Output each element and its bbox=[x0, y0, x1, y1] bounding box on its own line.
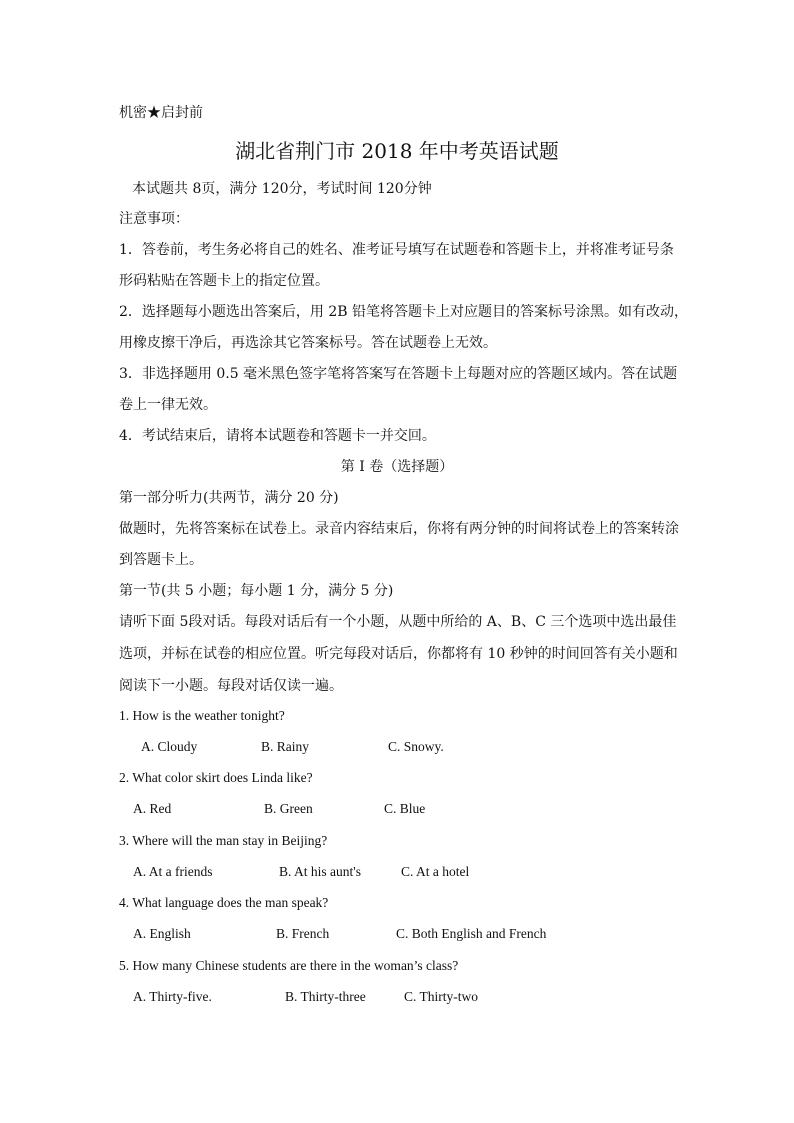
question-4: 4. What language does the man speak? bbox=[119, 895, 329, 910]
question-1-option-b: B. Rainy bbox=[261, 739, 310, 754]
section1-instruction-line-3: 阅读下一小题。每段对话仅读一遍。 bbox=[119, 678, 343, 694]
part1-heading: 第一部分听力(共两节，满分 20 分) bbox=[119, 490, 339, 506]
volume-title: 第 I 卷（选择题） bbox=[340, 459, 454, 475]
notice-heading: 注意事项： bbox=[119, 211, 189, 227]
confidential-mark: 机密★启封前 bbox=[119, 105, 203, 121]
question-2-option-c: C. Blue bbox=[384, 801, 426, 816]
question-4-option-b: B. French bbox=[276, 926, 330, 941]
question-5-option-c: C. Thirty-two bbox=[404, 989, 478, 1004]
notice-item-3-line-2: 卷上一律无效。 bbox=[119, 397, 217, 413]
question-4-option-a: A. English bbox=[133, 926, 191, 941]
part1-instruction-line-1: 做题时，先将答案标在试卷上。录音内容结束后，你将有两分钟的时间将试卷上的答案转涂 bbox=[119, 521, 679, 537]
question-3-option-c: C. At a hotel bbox=[401, 864, 470, 879]
question-4-option-c: C. Both English and French bbox=[396, 926, 547, 941]
notice-item-1-line-1: 1．答卷前，考生务必将自己的姓名、准考证号填写在试题卷和答题卡上，并将准考证号条 bbox=[119, 242, 674, 258]
question-1: 1. How is the weather tonight? bbox=[119, 708, 285, 723]
exam-info: 本试题共 8页，满分 120分，考试时间 120分钟 bbox=[132, 181, 432, 197]
notice-item-4: 4．考试结束后，请将本试题卷和答题卡一并交回。 bbox=[119, 428, 436, 444]
question-3-option-b: B. At his aunt's bbox=[279, 864, 361, 879]
exam-title: 湖北省荆门市 2018 年中考英语试题 bbox=[235, 139, 559, 163]
question-3: 3. Where will the man stay in Beijing? bbox=[119, 833, 328, 848]
notice-item-2-line-2: 用橡皮擦干净后，再选涂其它答案标号。答在试题卷上无效。 bbox=[119, 335, 497, 351]
notice-item-1-line-2: 形码粘贴在答题卡上的指定位置。 bbox=[119, 273, 329, 289]
question-5-option-b: B. Thirty-three bbox=[285, 989, 366, 1004]
question-3-option-a: A. At a friends bbox=[133, 864, 213, 879]
question-2-option-a: A. Red bbox=[133, 801, 172, 816]
section1-instruction-line-2: 选项，并标在试卷的相应位置。听完每段对话后，你都将有 10 秒钟的时间回答有关小题和 bbox=[119, 646, 678, 662]
question-5: 5. How many Chinese students are there in the woman’s class? bbox=[119, 958, 459, 973]
section1-instruction-line-1: 请听下面 5段对话。每段对话后有一个小题，从题中所给的 A、B、C 三个选项中选出最佳 bbox=[119, 614, 677, 630]
question-1-option-c: C. Snowy. bbox=[388, 739, 444, 754]
notice-item-3-line-1: 3．非选择题用 0.5 毫米黑色签字笔将答案写在答题卡上每题对应的答题区域内。答在试题 bbox=[119, 366, 678, 382]
question-5-option-a: A. Thirty-five. bbox=[133, 989, 212, 1004]
question-2: 2. What color skirt does Linda like? bbox=[119, 770, 313, 785]
part1-instruction-line-2: 到答题卡上。 bbox=[119, 552, 203, 568]
notice-item-2-line-1: 2．选择题每小题选出答案后，用 2B 铅笔将答题卡上对应题目的答案标号涂黑。如有改动， bbox=[119, 304, 689, 320]
question-2-option-b: B. Green bbox=[264, 801, 313, 816]
question-1-option-a: A. Cloudy bbox=[141, 739, 198, 754]
section1-heading: 第一节(共 5 小题；每小题 1 分，满分 5 分) bbox=[119, 583, 394, 599]
